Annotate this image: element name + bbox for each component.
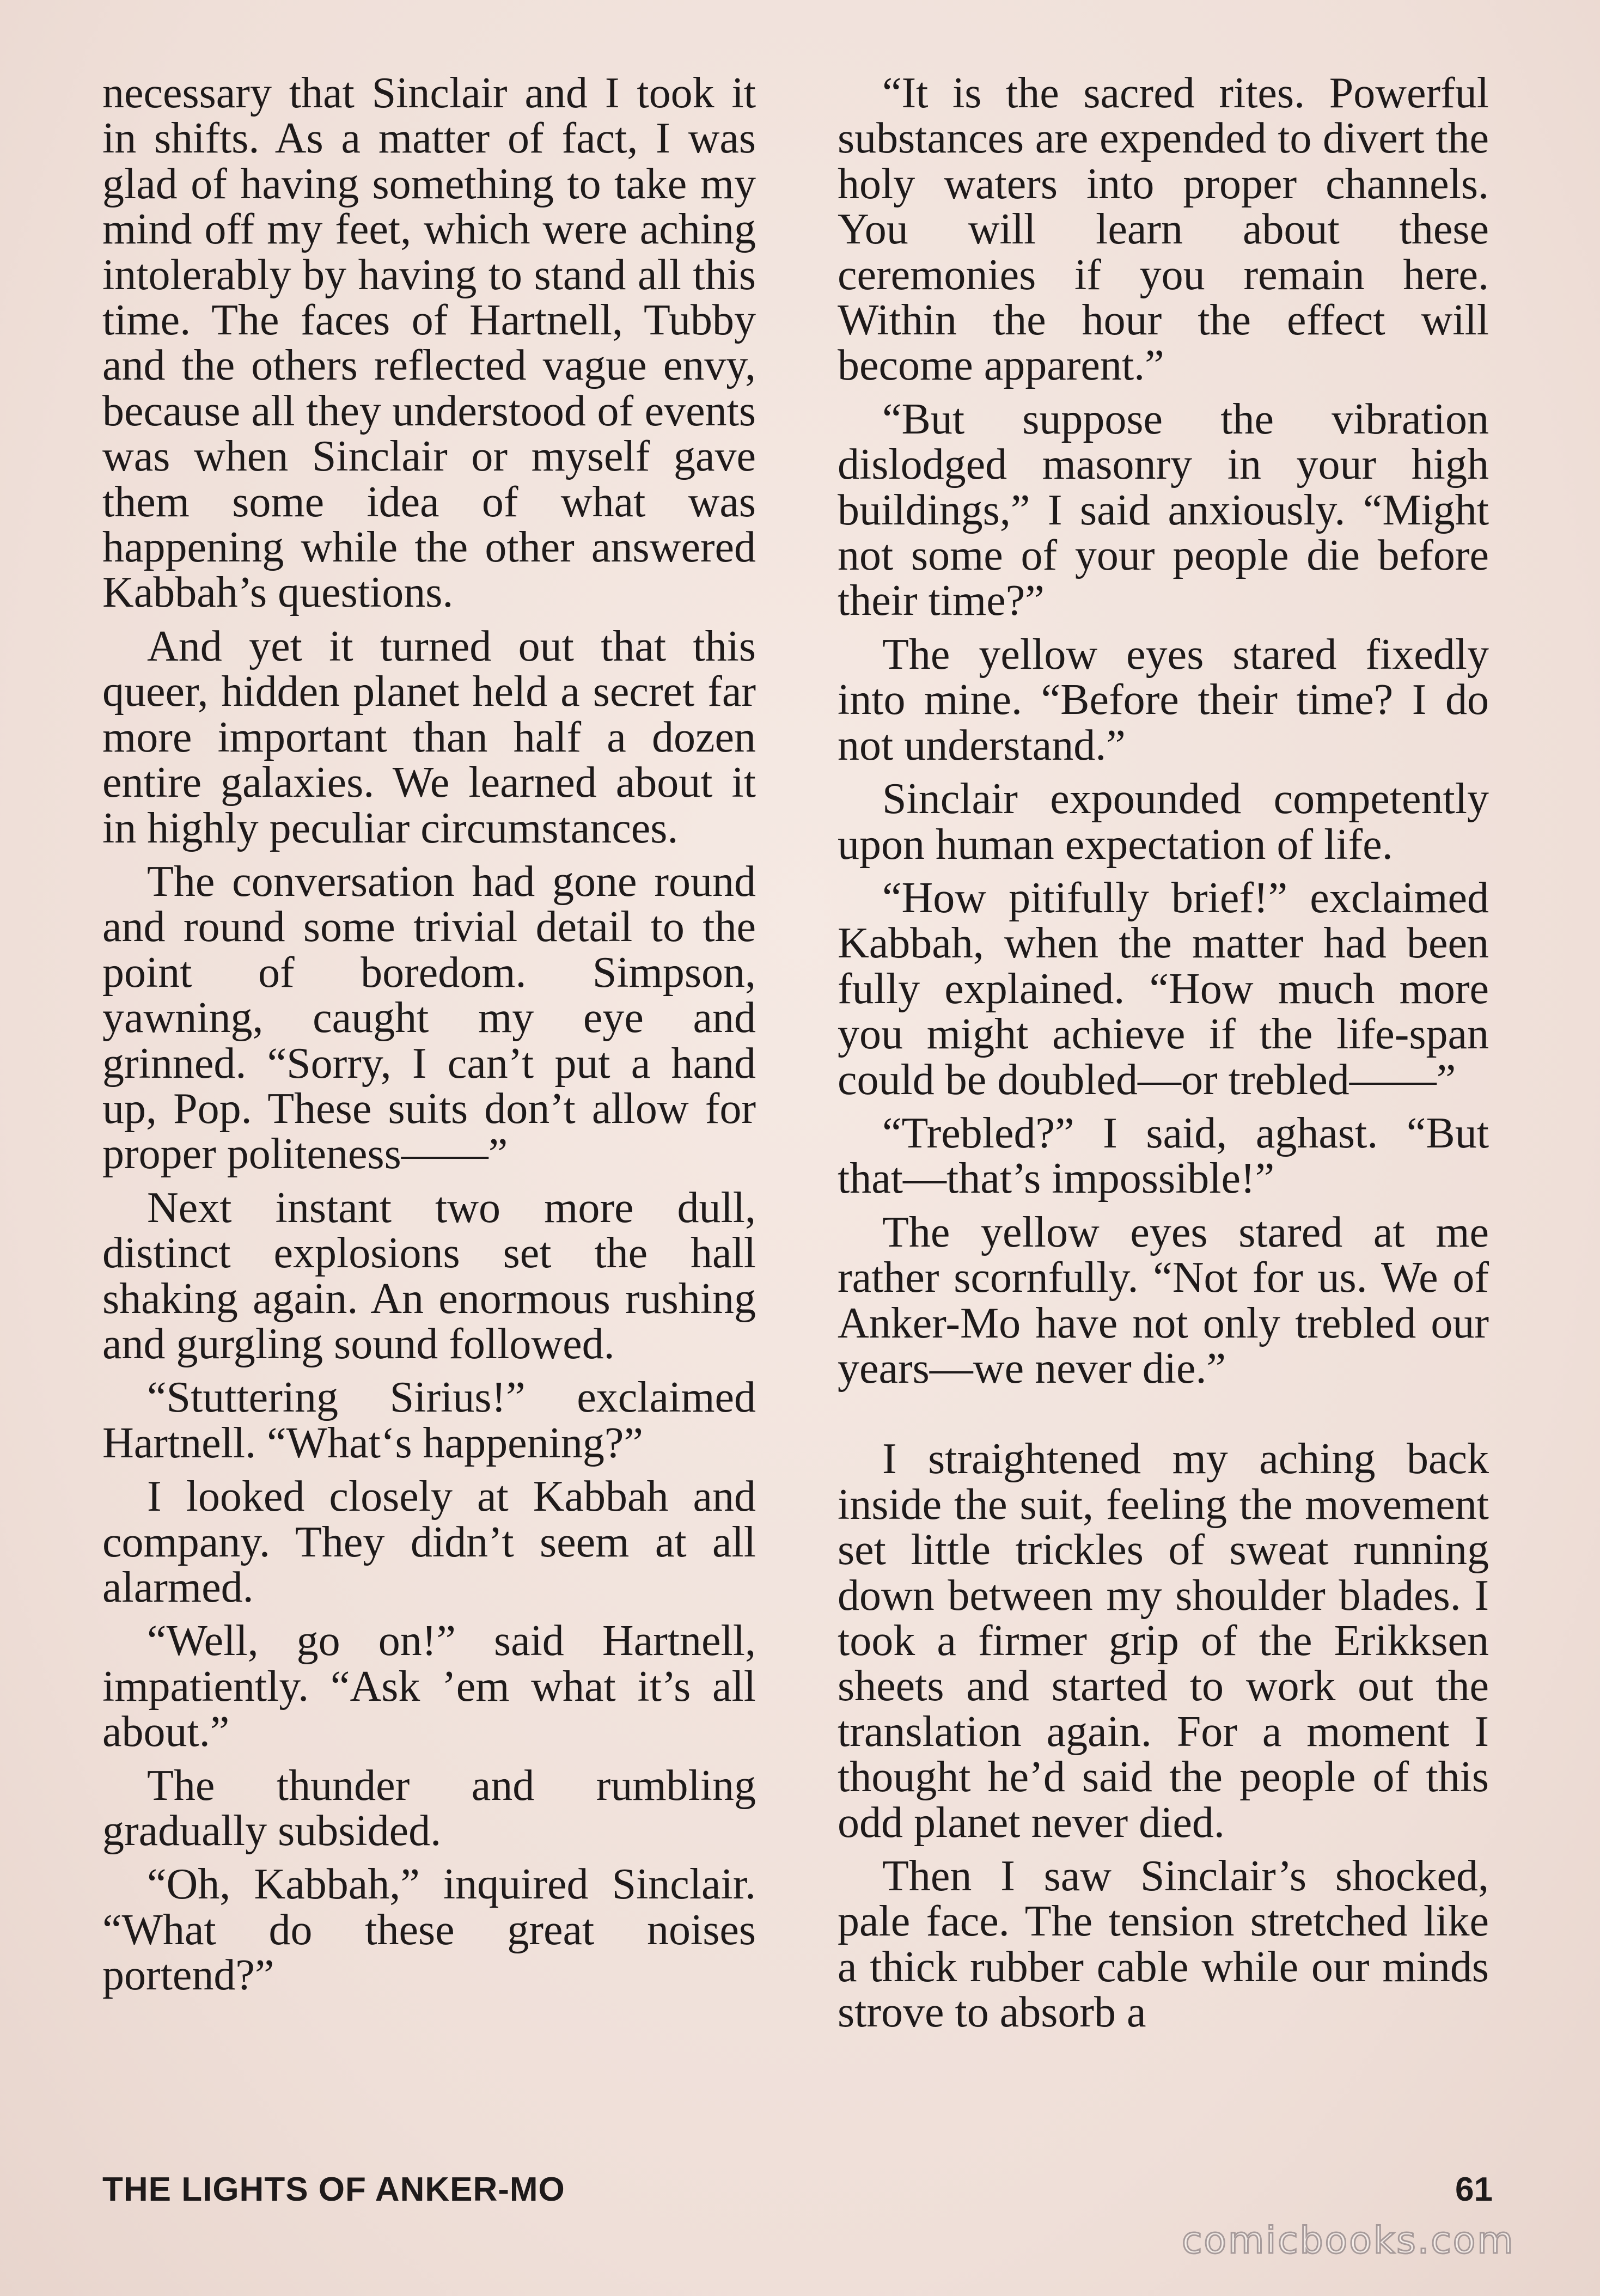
running-footer-title: THE LIGHTS OF ANKER-MO [102,2171,565,2208]
paragraph: I looked closely at Kabbah and company. They didn’t seem at all alarmed. [102,1473,756,1611]
paragraph: “But suppose the vibration dislodged masonry in your high buildings,” I said anxiously. “Might not some of your people die before their time?” [838,395,1489,625]
paragraph: The yellow eyes stared at me rather scornfully. “Not for us. We of Anker-Mo have not only trebled our years—we never die.” [838,1208,1489,1393]
left-text-column [102,71,756,2007]
paragraph: necessary that Sinclair and I took it in shifts. As a matter of fact, I was glad of having something to take my mind off my feet, which were aching intolerably by having to stand all this time. The faces of Hartnell, Tubby and the others reflected vague envy, because all they understood of events was when Sinclair or myself gave them some idea of what was happening while the other answered Kabbah’s questions. [102,69,756,617]
paragraph: Then I saw Sinclair’s shocked, pale face. The tension stretched like a thick rubber cable while our minds strove to absorb a [838,1852,1489,2037]
paragraph: “Oh, Kabbah,” inquired Sinclair. “What do these great noises portend?” [102,1860,756,2000]
paragraph: The yellow eyes stared fixedly into mine. “Before their time? I do not understand.” [838,630,1489,770]
paragraph: The thunder and rumbling gradually subsided. [102,1761,756,1855]
paragraph: “It is the sacred rites. Powerful substances are expended to divert the holy waters into proper channels. You will learn about these ceremonies if you remain here. Within the hour the effect will become apparent.” [838,69,1489,390]
paragraph: “Trebled?” I said, aghast. “But that—that’s impossible!” [838,1109,1489,1203]
paragraph: “Stuttering Sirius!” exclaimed Hartnell. “What‘s happening?” [102,1373,756,1467]
paragraph: Sinclair expounded competently upon human expectation of life. [838,775,1489,869]
paragraph: “Well, go on!” said Hartnell, impatiently. “Ask ’em what it’s all about.” [102,1617,756,1756]
page-number: 61 [1455,2171,1493,2208]
paragraph: I straightened my aching back inside the suit, feeling the movement set little trickles of sweat running down between my shoulder blades. I took a firmer grip of the Erikksen sheets and started to work out the translation again. For a moment I thought he’d said the people of this odd planet never died. [838,1435,1489,1847]
paragraph: The conversation had gone round and round some trivial detail to the point of boredom. Simpson, yawning, caught my eye and grinned. “Sorry, I can’t put a hand up, Pop. These suits don’t allow for proper politeness——” [102,857,756,1178]
paragraph: And yet it turned out that this queer, hidden planet held a secret far more important than half a dozen entire galaxies. We learned about it in highly peculiar circumstances. [102,622,756,852]
right-text-column [838,71,1489,2044]
paragraph: Next instant two more dull, distinct explosions set the hall shaking again. An enormous rushing and gurgling sound followed. [102,1183,756,1368]
paragraph: “How pitifully brief!” exclaimed Kabbah, when the matter had been fully explained. “How much more you might achieve if the life-span could be doubled—or trebled——” [838,874,1489,1104]
watermark: comicbooks.com [1182,2219,1515,2262]
